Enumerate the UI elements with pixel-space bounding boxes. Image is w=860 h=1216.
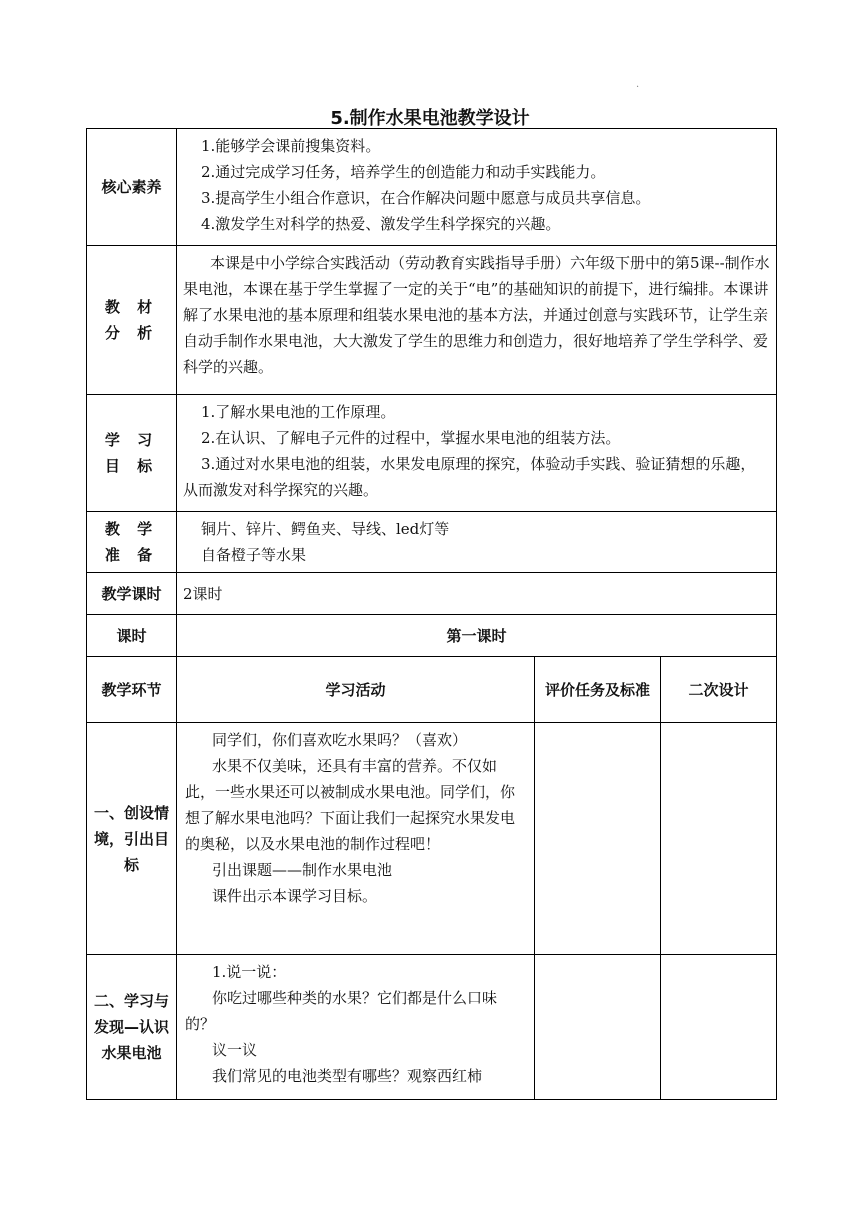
activity-header: 学习活动 xyxy=(177,657,535,723)
eval-header: 评价任务及标准 xyxy=(535,657,661,723)
stage-cell: 二、学习与发现—认识水果电池 xyxy=(87,955,177,1100)
activity-para: 1.说一说： xyxy=(212,963,287,981)
activity-para: 同学们，你们喜欢吃水果吗？（喜欢） xyxy=(212,731,468,749)
material-analysis-content xyxy=(177,246,777,395)
core-item: 1.能够学会课前搜集资料。 xyxy=(201,137,381,155)
teaching-prep-row xyxy=(87,512,777,573)
learning-goals-content xyxy=(177,395,777,512)
material-analysis-row xyxy=(87,246,777,395)
redesign-cell xyxy=(661,955,777,1100)
activity-para: 课件出示本课学习目标。 xyxy=(212,887,378,905)
class-hours-label: 教学课时 xyxy=(87,573,177,615)
activity-para: 我们常见的电池类型有哪些？观察西红柿 xyxy=(212,1067,483,1085)
core-item: 3.提高学生小组合作意识，在合作解决问题中愿意与成员共享信息。 xyxy=(201,189,651,207)
core-literacy-label: 核心素养 xyxy=(87,129,177,246)
activity-para: 水果不仅美味，还具有丰富的营养。不仅如此，一些水果还可以被制成水果电池。同学们，你想了解水果电池吗？下面让我们一起探究水果发电的奥秘，以及水果电池的制作过程吧！ xyxy=(185,757,516,853)
table-row xyxy=(87,723,777,955)
class-hours-value: 2课时 xyxy=(177,573,777,615)
activity-para: 引出课题——制作水果电池 xyxy=(212,861,393,879)
prep-line: 自备橙子等水果 xyxy=(201,546,307,564)
material-analysis-text: 本课是中小学综合实践活动（劳动教育实践指导手册）六年级下册中的第5课--制作水果电池，本课在基于学生掌握了一定的关于“电”的基础知识的前提下，进行编排。本课讲解了水果电池的基本原理和组装水果电池的基本方法，并通过创意与实践环节，让学生亲自动手制作水果电池，大大激发了学生的思维力和创造力，很好地培养了学生学科学、爱科学的兴趣。 xyxy=(183,254,770,376)
redesign-cell xyxy=(661,723,777,955)
activity-cell xyxy=(177,723,535,955)
document-title: 5.制作水果电池教学设计 xyxy=(330,108,530,129)
eval-cell xyxy=(535,955,661,1100)
eval-cell xyxy=(535,723,661,955)
lesson-row xyxy=(87,615,777,657)
stage-cell: 一、创设情境，引出目标 xyxy=(87,723,177,955)
material-analysis-label: 教 材 分 析 xyxy=(87,246,177,395)
core-item: 4.激发学生对科学的热爱、激发学生科学探究的兴趣。 xyxy=(201,215,561,233)
page-mark: · xyxy=(636,82,640,93)
core-literacy-row xyxy=(87,129,777,246)
learning-goals-label: 学 习 目 标 xyxy=(87,395,177,512)
lesson-value: 第一课时 xyxy=(177,615,777,657)
lesson-plan-table xyxy=(86,128,777,1100)
stage-header: 教学环节 xyxy=(87,657,177,723)
activity-cell xyxy=(177,955,535,1100)
goal-item: 2.在认识、了解电子元件的过程中，掌握水果电池的组装方法。 xyxy=(201,429,621,447)
lesson-label: 课时 xyxy=(87,615,177,657)
core-item: 2.通过完成学习任务，培养学生的创造能力和动手实践能力。 xyxy=(201,163,606,181)
table-header-row xyxy=(87,657,777,723)
class-hours-row xyxy=(87,573,777,615)
goal-item: 3.通过对水果电池的组装，水果发电原理的探究，体验动手实践、验证猜想的乐趣，从而激发对科学探究的兴趣。 xyxy=(183,455,756,499)
teaching-prep-content xyxy=(177,512,777,573)
goal-item: 1.了解水果电池的工作原理。 xyxy=(201,403,396,421)
redesign-header: 二次设计 xyxy=(661,657,777,723)
teaching-prep-label: 教 学 准 备 xyxy=(87,512,177,573)
core-literacy-content xyxy=(177,129,777,246)
learning-goals-row xyxy=(87,395,777,512)
activity-para: 你吃过哪些种类的水果？它们都是什么口味的？ xyxy=(185,989,498,1033)
activity-para: 议一议 xyxy=(212,1041,258,1059)
prep-line: 铜片、锌片、鳄鱼夹、导线、led灯等 xyxy=(201,520,450,538)
table-row xyxy=(87,955,777,1100)
